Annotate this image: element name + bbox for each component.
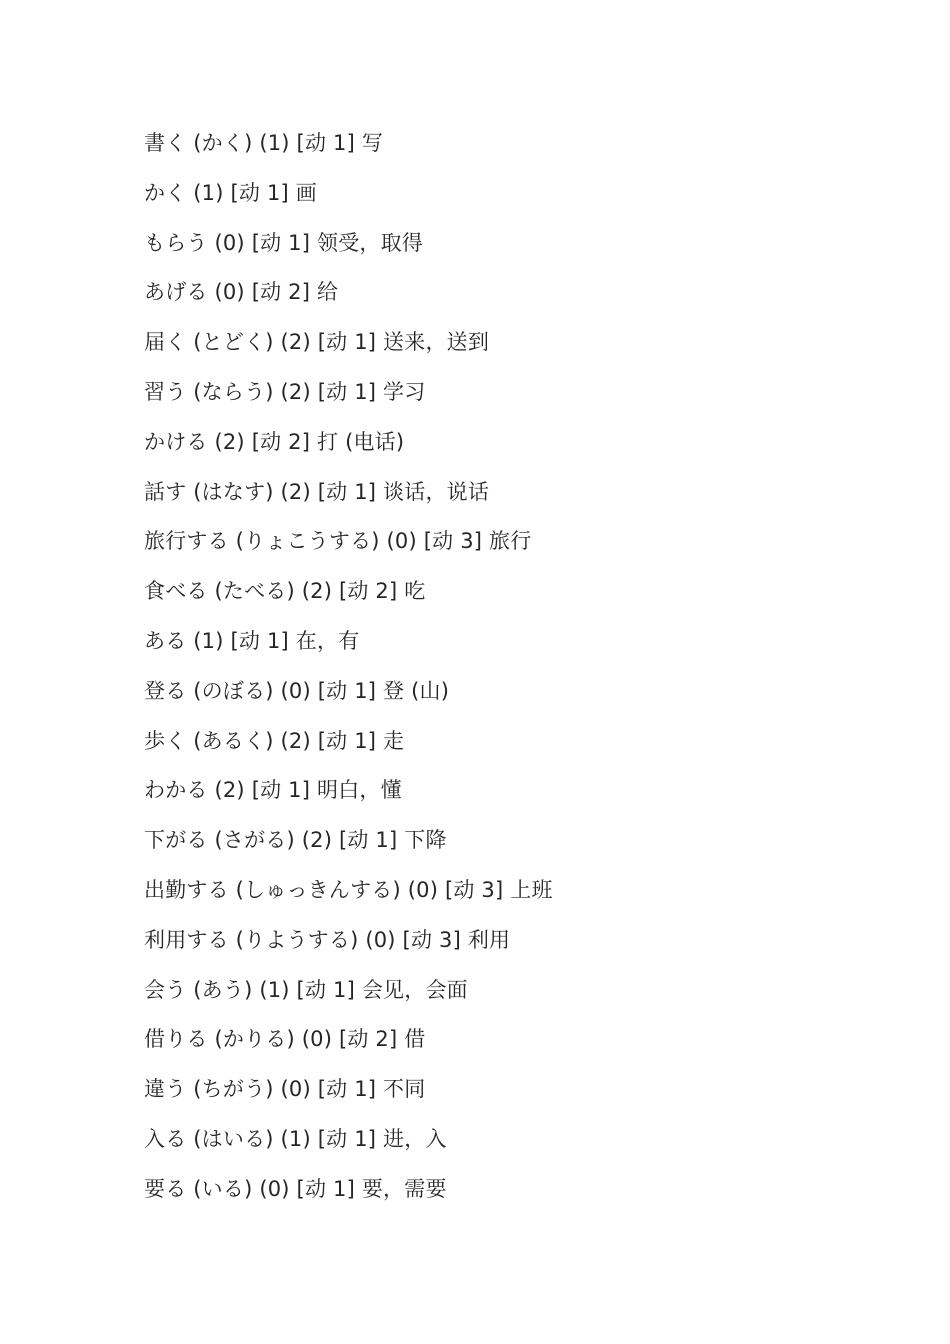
vocab-entry: 入る (はいる) (1) [动 1] 进，入	[144, 1126, 447, 1151]
vocab-entry: 食べる (たべる) (2) [动 2] 吃	[144, 579, 426, 604]
vocab-entry: 下がる (さがる) (2) [动 1] 下降	[144, 828, 447, 853]
vocab-entry: 旅行する (りょこうする) (0) [动 3] 旅行	[144, 529, 532, 554]
vocab-entry: わかる (2) [动 1] 明白，懂	[144, 778, 402, 803]
vocab-entry: あげる (0) [动 2] 给	[144, 280, 339, 305]
vocab-entry: 書く (かく) (1) [动 1] 写	[144, 131, 384, 155]
vocab-entry: 習う (ならう) (2) [动 1] 学习	[144, 379, 426, 404]
vocab-entry: 登る (のぼる) (0) [动 1] 登 (山)	[144, 678, 450, 703]
vocab-entry: 出勤する (しゅっきんする) (0) [动 3] 上班	[144, 877, 553, 902]
vocab-entry: かく (1) [动 1] 画	[144, 180, 317, 205]
vocab-entry: 利用する (りようする) (0) [动 3] 利用	[144, 927, 511, 952]
vocab-entry: ある (1) [动 1] 在，有	[144, 628, 360, 653]
vocab-entry: 会う (あう) (1) [动 1] 会见，会面	[144, 977, 468, 1002]
vocab-entry: 要る (いる) (0) [动 1] 要，需要	[144, 1176, 447, 1201]
vocab-entry: もらう (0) [动 1] 领受，取得	[144, 230, 423, 255]
vocab-entry: 歩く (あるく) (2) [动 1] 走	[144, 728, 405, 753]
vocab-entry: 借りる (かりる) (0) [动 2] 借	[144, 1027, 426, 1052]
vocab-entry: かける (2) [动 2] 打 (电话)	[144, 429, 405, 454]
vocabulary-list	[144, 119, 553, 1215]
vocab-entry: 違う (ちがう) (0) [动 1] 不同	[144, 1077, 426, 1102]
vocab-entry: 話す (はなす) (2) [动 1] 谈话，说话	[144, 479, 490, 504]
vocab-entry: 届く (とどく) (2) [动 1] 送来，送到	[144, 330, 490, 355]
